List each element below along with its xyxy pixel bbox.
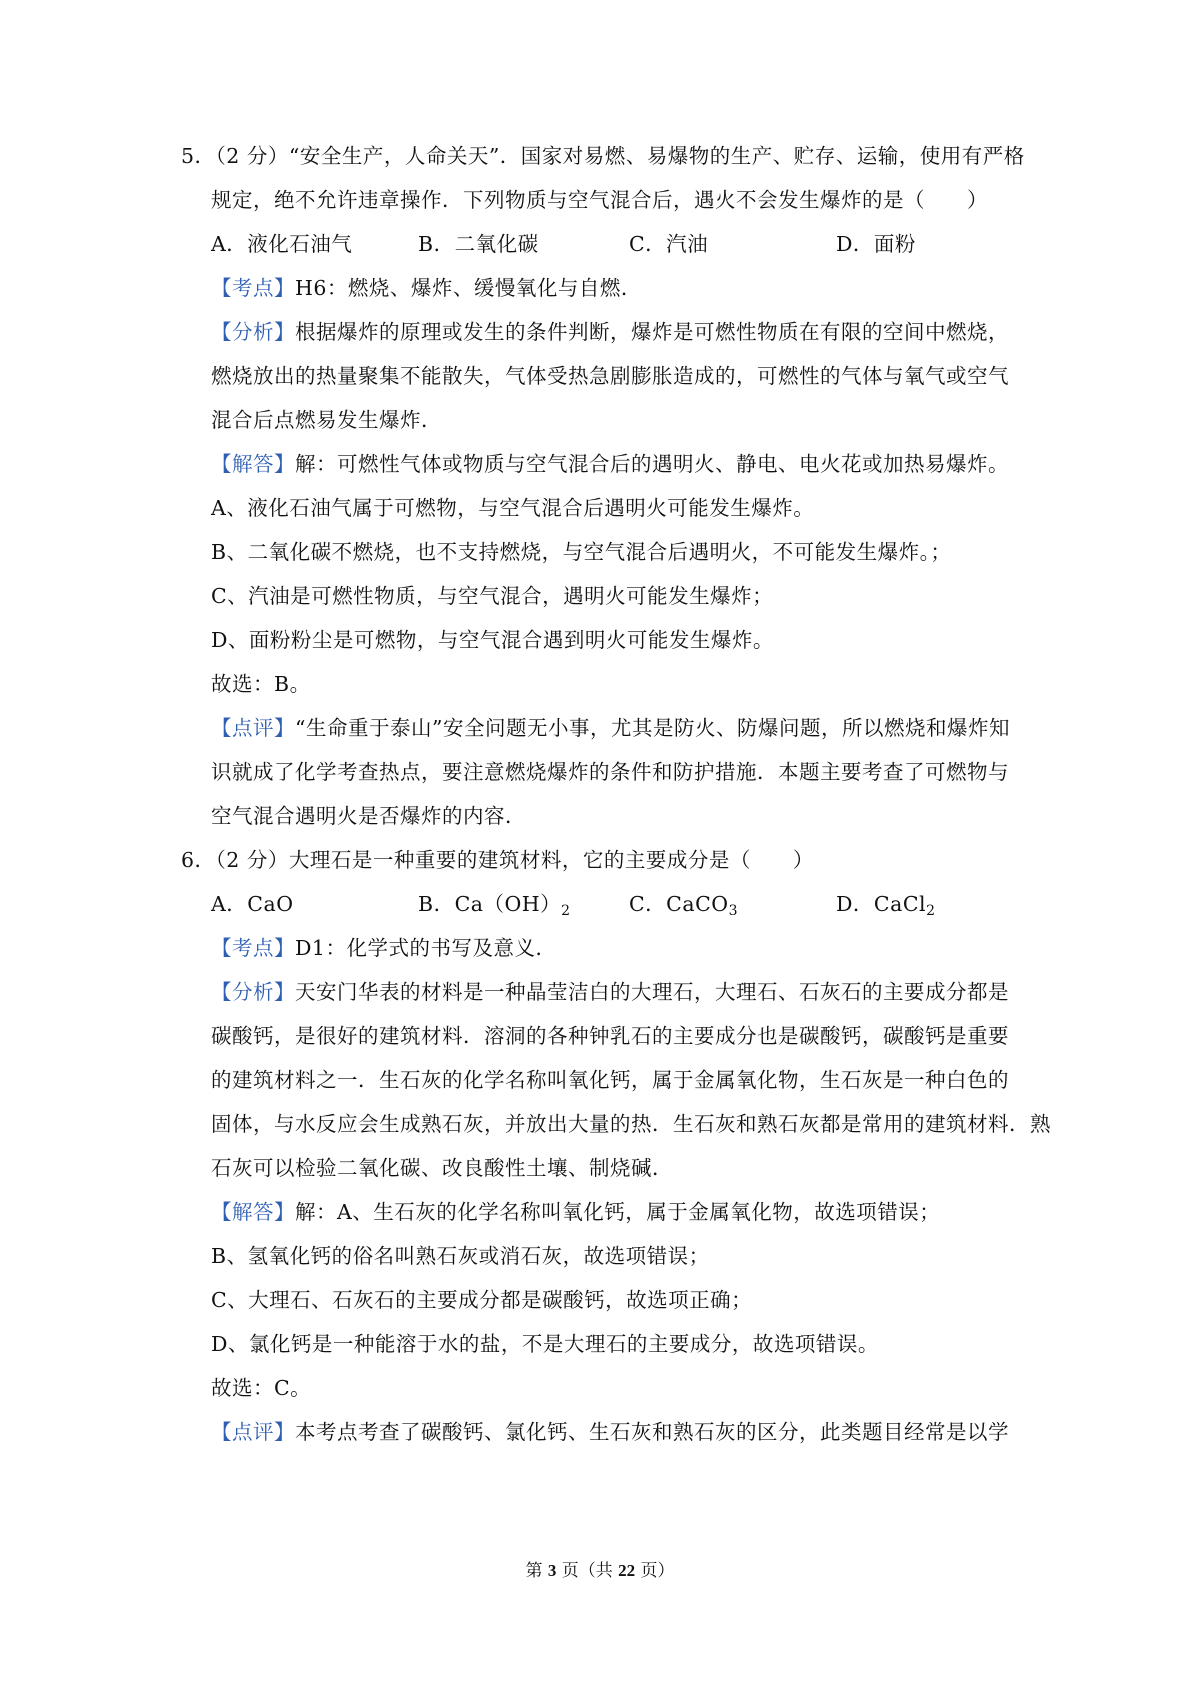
q5-fenxi-line-2: 燃烧放出的热量聚集不能散失，气体受热急剧膨胀造成的，可燃性的气体与氧气或空气 <box>211 364 1009 388</box>
q6-option-d-subscript: 2 <box>926 903 936 919</box>
jieda-tag: 【解答】 <box>211 1200 295 1224</box>
q6-stem-line-1: 6．（2 分）大理石是一种重要的建筑材料，它的主要成分是（ ） <box>181 848 814 872</box>
q6-fenxi-line-4: 固体，与水反应会生成熟石灰，并放出大量的热．生石灰和熟石灰都是常用的建筑材料．熟 <box>211 1112 1051 1136</box>
q5-jieda-line-1 <box>211 446 1041 482</box>
q5-kaodian-text: H6：燃烧、爆炸、缓慢氧化与自燃． <box>295 276 642 300</box>
q6-option-b-subscript: 2 <box>561 903 571 919</box>
q5-stem-line-1: 5．（2 分）“安全生产，人命关天”．国家对易燃、易爆物的生产、贮存、运输，使用有严格 <box>181 144 1025 168</box>
fenxi-tag: 【分析】 <box>211 980 295 1004</box>
q5-fenxi-line-1 <box>211 314 1041 350</box>
q6-jieda-line-1 <box>211 1194 1041 1230</box>
q6-jieda-d: D、氯化钙是一种能溶于水的盐，不是大理石的主要成分，故选项错误。 <box>211 1332 879 1356</box>
q6-option-c-subscript: 3 <box>728 903 739 919</box>
q6-fenxi-line-1 <box>211 974 1041 1010</box>
q5-jieda-text-1: 解：可燃性气体或物质与空气混合后的遇明火、静电、电火花或加热易爆炸。 <box>295 452 1009 476</box>
q6-jieda-b: B、氢氧化钙的俗名叫熟石灰或消石灰，故选项错误； <box>211 1244 710 1268</box>
dianping-tag: 【点评】 <box>211 1420 295 1444</box>
jieda-tag: 【解答】 <box>211 452 295 476</box>
q5-jieda-d: D、面粉粉尘是可燃物，与空气混合遇到明火可能发生爆炸。 <box>211 628 774 652</box>
q6-jieda-a: 解：A、生石灰的化学名称叫氧化钙，属于金属氧化物，故选项错误； <box>295 1200 941 1224</box>
q6-option-c <box>629 886 738 922</box>
q6-dianping-text-1: 本考点考查了碳酸钙、氯化钙、生石灰和熟石灰的区分，此类题目经常是以学 <box>295 1420 1009 1444</box>
page-footer <box>0 1556 1200 1586</box>
q5-kaodian <box>211 270 1041 306</box>
q5-dianping-line-2: 识就成了化学考查热点，要注意燃烧爆炸的条件和防护措施．本题主要考查了可燃物与 <box>211 760 1009 784</box>
q6-fenxi-line-5: 石灰可以检验二氧化碳、改良酸性土壤、制烧碱． <box>211 1156 673 1180</box>
dianping-tag: 【点评】 <box>211 716 295 740</box>
q6-kaodian <box>211 930 1041 966</box>
q5-jieda-a: A、液化石油气属于可燃物，与空气混合后遇明火可能发生爆炸。 <box>211 496 815 520</box>
q6-fenxi-text-1: 天安门华表的材料是一种晶莹洁白的大理石，大理石、石灰石的主要成分都是 <box>295 980 1009 1004</box>
q5-jieda-c: C、汽油是可燃性物质，与空气混合，遇明火可能发生爆炸； <box>211 584 774 608</box>
q5-jieda-b: B、二氧化碳不燃烧，也不支持燃烧，与空气混合后遇明火，不可能发生爆炸。； <box>211 540 952 564</box>
q5-option-c: C．汽油 <box>629 232 709 256</box>
q5-options <box>211 226 1041 262</box>
kaodian-tag: 【考点】 <box>211 276 295 300</box>
q6-option-d-text: D．CaCl <box>836 892 927 916</box>
footer-middle: 页（共 <box>556 1561 619 1581</box>
q6-dianping-line-1 <box>211 1414 1041 1450</box>
q5-stem-line-2: 规定，绝不允许违章操作．下列物质与空气混合后，遇火不会发生爆炸的是（ ） <box>211 188 988 212</box>
q6-option-b <box>418 886 571 922</box>
q6-option-a: A．CaO <box>211 892 294 916</box>
q5-option-d: D．面粉 <box>836 232 916 256</box>
q5-dianping-text-1: “生命重于泰山”安全问题无小事，尤其是防火、防爆问题，所以燃烧和爆炸知 <box>295 716 1010 740</box>
q5-dianping-line-1 <box>211 710 1041 746</box>
footer-prefix: 第 <box>525 1561 548 1581</box>
q6-fenxi-line-3: 的建筑材料之一．生石灰的化学名称叫氧化钙，属于金属氧化物，生石灰是一种白色的 <box>211 1068 1009 1092</box>
q6-option-b-text: B．Ca（OH） <box>418 892 562 916</box>
q5-option-a: A．液化石油气 <box>211 232 353 256</box>
q6-option-c-text: C．CaCO <box>629 892 729 916</box>
footer-page-number: 3 <box>547 1561 557 1580</box>
q5-fenxi-line-3: 混合后点燃易发生爆炸． <box>211 408 442 432</box>
q6-option-d <box>836 886 936 922</box>
q6-answer: 故选：C。 <box>211 1376 312 1400</box>
q5-answer: 故选：B。 <box>211 672 311 696</box>
q5-dianping-line-3: 空气混合遇明火是否爆炸的内容． <box>211 804 526 828</box>
kaodian-tag: 【考点】 <box>211 936 295 960</box>
q5-option-b: B．二氧化碳 <box>418 232 539 256</box>
q5-fenxi-text-1: 根据爆炸的原理或发生的条件判断，爆炸是可燃性物质在有限的空间中燃烧， <box>295 320 1009 344</box>
footer-total-pages: 22 <box>618 1561 636 1580</box>
q6-options <box>211 886 1041 922</box>
fenxi-tag: 【分析】 <box>211 320 295 344</box>
footer-suffix: 页） <box>635 1561 675 1581</box>
q6-jieda-c: C、大理石、石灰石的主要成分都是碳酸钙，故选项正确； <box>211 1288 753 1312</box>
q6-kaodian-text: D1：化学式的书写及意义． <box>295 936 557 960</box>
q6-fenxi-line-2: 碳酸钙，是很好的建筑材料．溶洞的各种钟乳石的主要成分也是碳酸钙，碳酸钙是重要 <box>211 1024 1009 1048</box>
